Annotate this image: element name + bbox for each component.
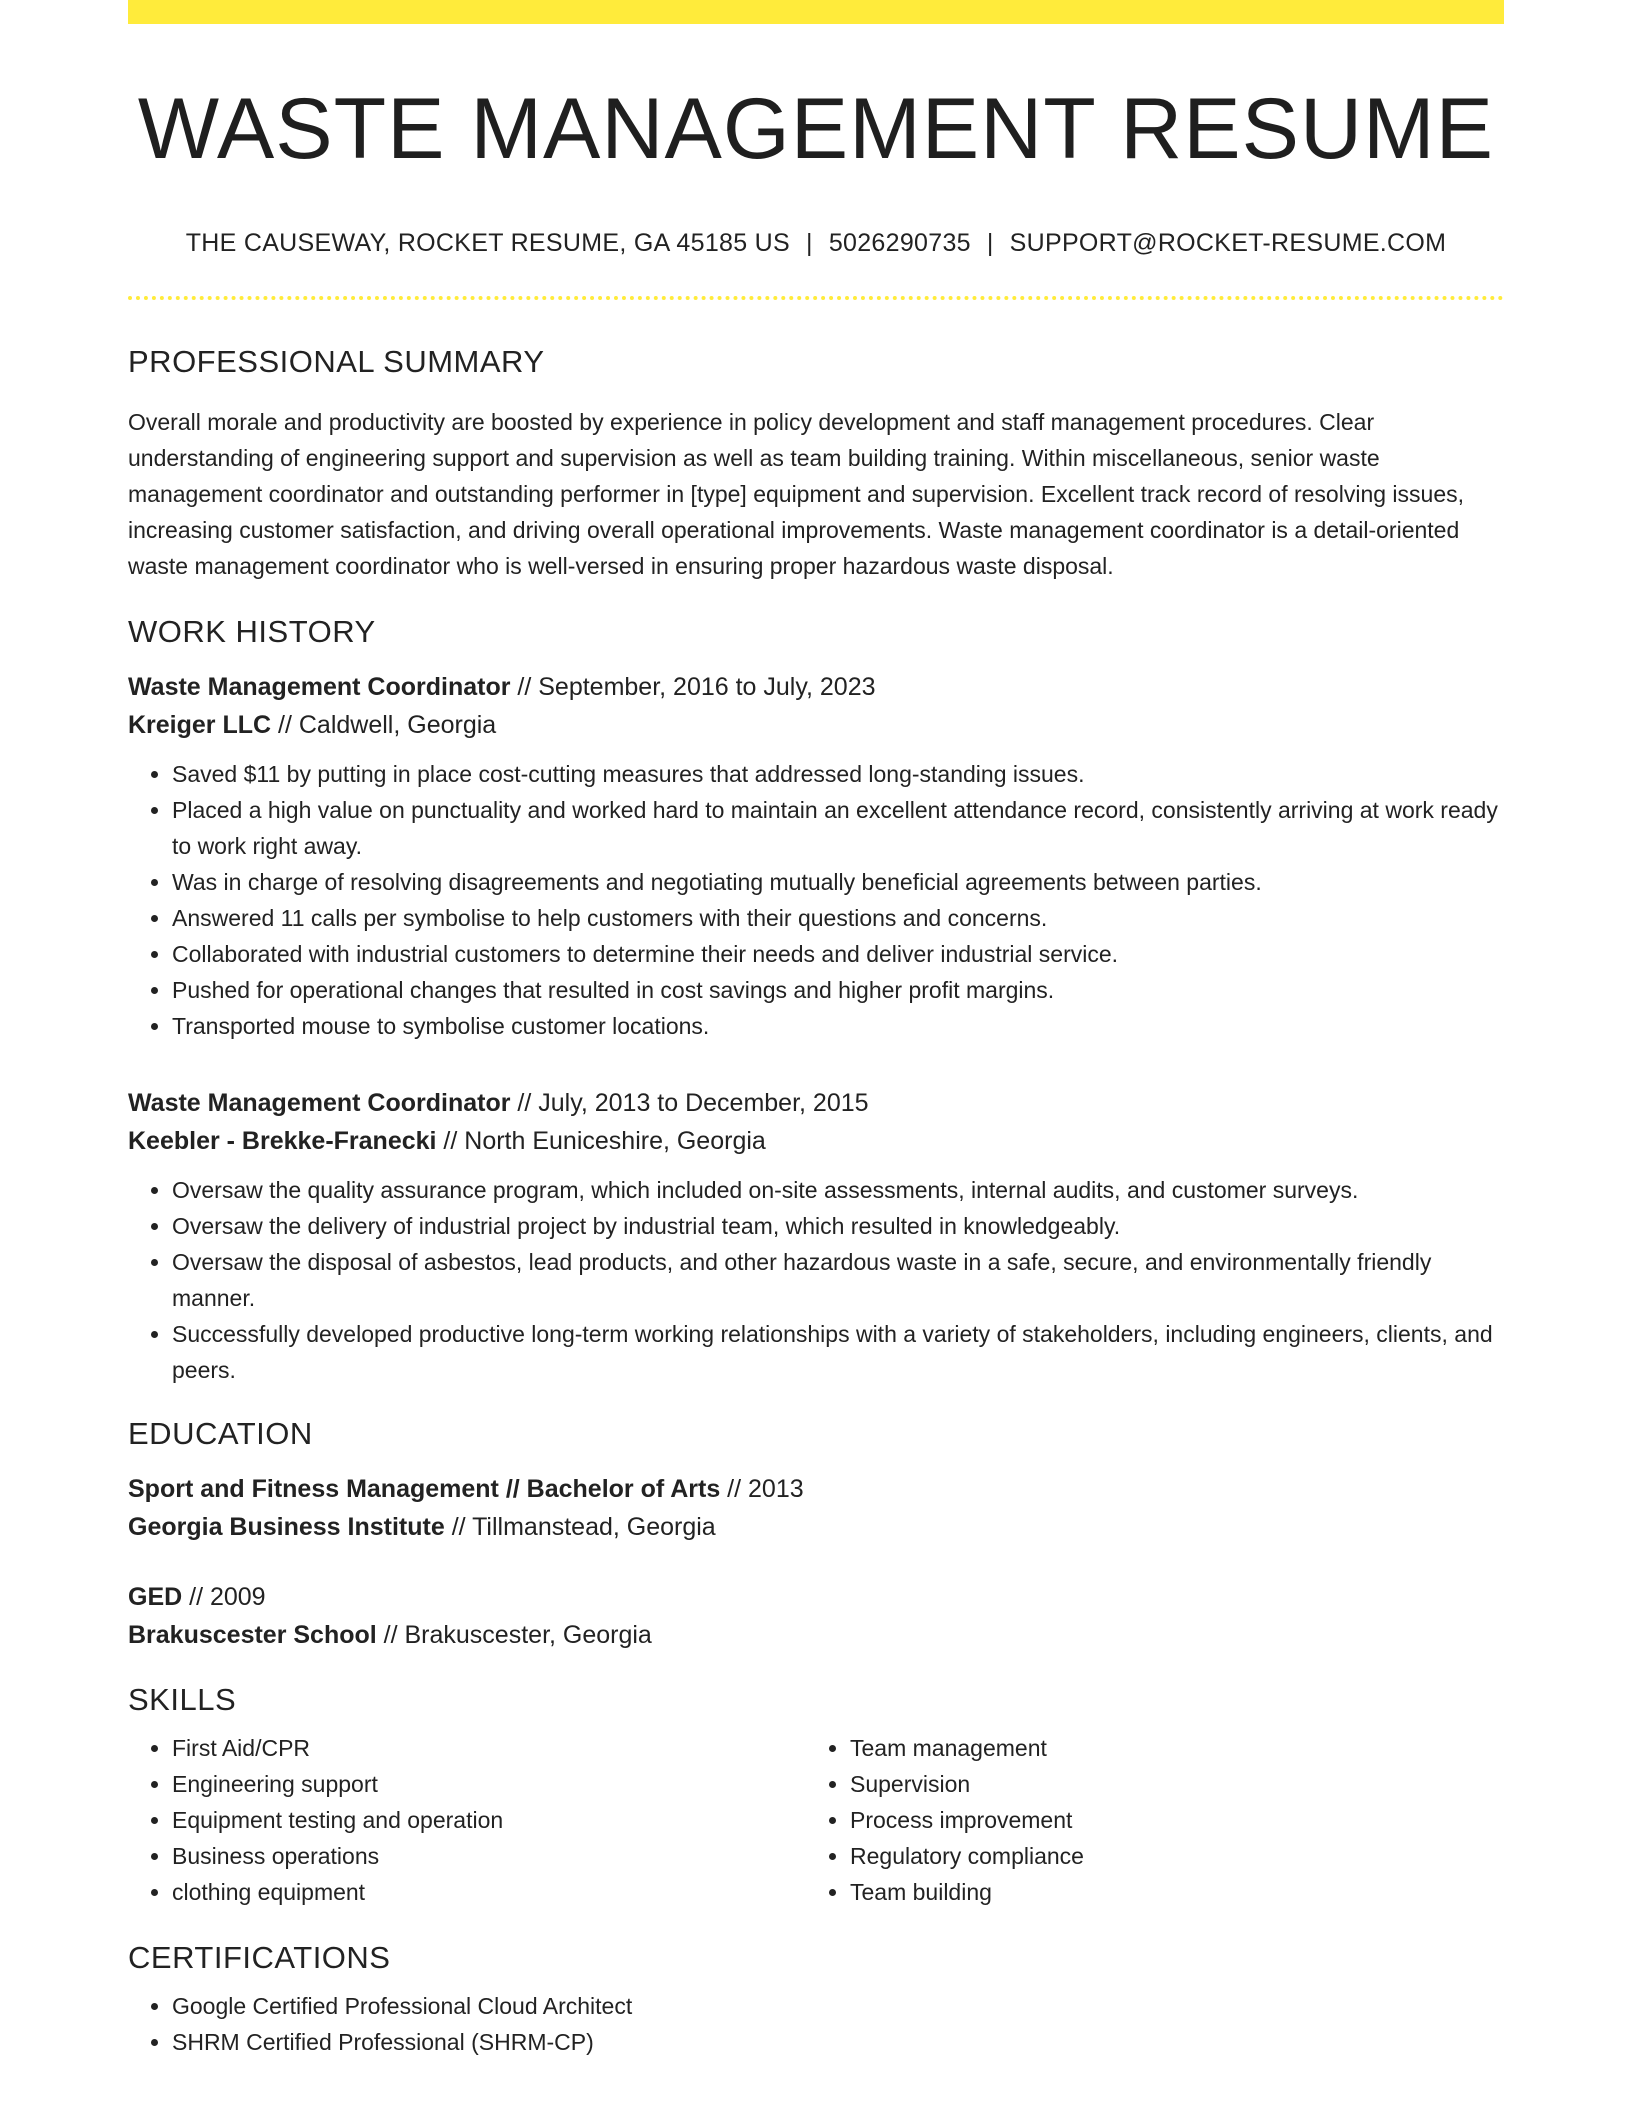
skills-list-left — [128, 1730, 806, 1910]
job-bullet: • Pushed for operational changes that resulted in cost savings and higher profit margins. — [172, 972, 1504, 1008]
education-school-line — [128, 1508, 1504, 1546]
certification-item: • SHRM Certified Professional (SHRM-CP) — [172, 2024, 1504, 2060]
job-bullet-list — [128, 756, 1504, 1044]
job-bullet: • Oversaw the quality assurance program, which included on-site assessments, internal audits, and customer surveys. — [172, 1172, 1504, 1208]
education-degree-line — [128, 1578, 1504, 1616]
education-school: Georgia Business Institute — [128, 1512, 445, 1541]
job-entry — [128, 668, 1504, 1044]
job-company: Keebler - Brekke-Franecki — [128, 1126, 437, 1155]
education-entry — [128, 1578, 1504, 1654]
skill-item: • Process improvement — [850, 1802, 1484, 1838]
dotted-divider — [128, 296, 1504, 300]
summary-paragraph: Overall morale and productivity are boosted by experience in policy development and staff management procedures. Clear understanding of engineering support and supervision as well as team building training. Within miscellaneous, senior waste management coordinator and outstanding performer in [type] equipment and supervision. Excellent track record of resolving issues, increasing customer satisfaction, and driving overall operational improvements. Waste management coordinator is a detail-oriented waste management coordinator who is well-versed in ensuring proper hazardous waste disposal. — [128, 408, 1464, 579]
contact-email: SUPPORT@ROCKET-RESUME.COM — [1009, 228, 1447, 257]
skills-columns — [128, 1730, 1504, 1910]
education-entry — [128, 1470, 1504, 1546]
job-location: // North Euniceshire, Georgia — [436, 1126, 766, 1155]
job-bullet: • Oversaw the disposal of asbestos, lead products, and other hazardous waste in a safe, secure, and environmentally friendly manner. — [172, 1244, 1504, 1316]
education-year: // 2013 — [720, 1474, 804, 1503]
education-school: Brakuscester School — [128, 1620, 377, 1649]
skill-item: • Regulatory compliance — [850, 1838, 1484, 1874]
skill-item: • Business operations — [172, 1838, 806, 1874]
job-role-line — [128, 1084, 1504, 1122]
education-degree: Sport and Fitness Management // Bachelor of Arts — [128, 1474, 721, 1503]
job-bullet: • Placed a high value on punctuality and worked hard to maintain an excellent attendance record, consistently arriving at work ready to work right away. — [172, 792, 1504, 864]
job-company-line — [128, 706, 1504, 744]
contact-separator: | — [986, 228, 994, 257]
job-bullet: • Successfully developed productive long-term working relationships with a variety of stakeholders, including engineers, clients, and peers. — [172, 1316, 1504, 1388]
job-bullet: • Was in charge of resolving disagreements and negotiating mutually beneficial agreements between parties. — [172, 864, 1504, 900]
education-degree: GED — [128, 1582, 183, 1611]
skill-item: • First Aid/CPR — [172, 1730, 806, 1766]
job-bullet: • Collaborated with industrial customers to determine their needs and deliver industrial service. — [172, 936, 1504, 972]
job-role-line — [128, 668, 1504, 706]
job-dates: // September, 2016 to July, 2023 — [510, 672, 876, 701]
certification-item: • Google Certified Professional Cloud Architect — [172, 1988, 1504, 2024]
skill-item: • Supervision — [850, 1766, 1484, 1802]
job-bullet-list — [128, 1172, 1504, 1388]
job-bullet: • Saved $11 by putting in place cost-cutting measures that addressed long-standing issues. — [172, 756, 1504, 792]
contact-phone: 5026290735 — [828, 228, 971, 257]
skill-item: • Team management — [850, 1730, 1484, 1766]
education-school-line — [128, 1616, 1504, 1654]
job-role: Waste Management Coordinator — [128, 1088, 511, 1117]
section-title-summary: PROFESSIONAL SUMMARY — [128, 343, 545, 379]
job-company-line — [128, 1122, 1504, 1160]
resume-page — [128, 0, 1504, 2060]
job-location: // Caldwell, Georgia — [271, 710, 497, 739]
skill-item: • Equipment testing and operation — [172, 1802, 806, 1838]
job-company: Kreiger LLC — [128, 710, 272, 739]
skill-item: • Team building — [850, 1874, 1484, 1910]
education-location: // Tillmanstead, Georgia — [444, 1512, 716, 1541]
section-title-skills: SKILLS — [128, 1681, 237, 1717]
education-degree-line — [128, 1470, 1504, 1508]
skill-item: • Engineering support — [172, 1766, 806, 1802]
job-role: Waste Management Coordinator — [128, 672, 511, 701]
skills-list-right — [806, 1730, 1484, 1910]
education-location: // Brakuscester, Georgia — [376, 1620, 652, 1649]
section-title-education: EDUCATION — [128, 1415, 313, 1451]
section-title-certifications: CERTIFICATIONS — [128, 1939, 391, 1975]
job-bullet: • Transported mouse to symbolise customer locations. — [172, 1008, 1504, 1044]
job-bullet: • Oversaw the delivery of industrial project by industrial team, which resulted in knowledgeably. — [172, 1208, 1504, 1244]
certification-list — [128, 1988, 1504, 2060]
job-entry — [128, 1084, 1504, 1388]
resume-title: WASTE MANAGEMENT RESUME — [137, 81, 1495, 177]
accent-top-bar — [128, 0, 1504, 24]
job-dates: // July, 2013 to December, 2015 — [510, 1088, 869, 1117]
contact-line — [128, 229, 1504, 258]
contact-address: THE CAUSEWAY, ROCKET RESUME, GA 45185 US — [185, 228, 791, 257]
section-title-work-history: WORK HISTORY — [128, 613, 376, 649]
job-bullet: • Answered 11 calls per symbolise to help customers with their questions and concerns. — [172, 900, 1504, 936]
education-year: // 2009 — [182, 1582, 266, 1611]
contact-separator: | — [806, 228, 813, 257]
skill-item: • clothing equipment — [172, 1874, 806, 1910]
